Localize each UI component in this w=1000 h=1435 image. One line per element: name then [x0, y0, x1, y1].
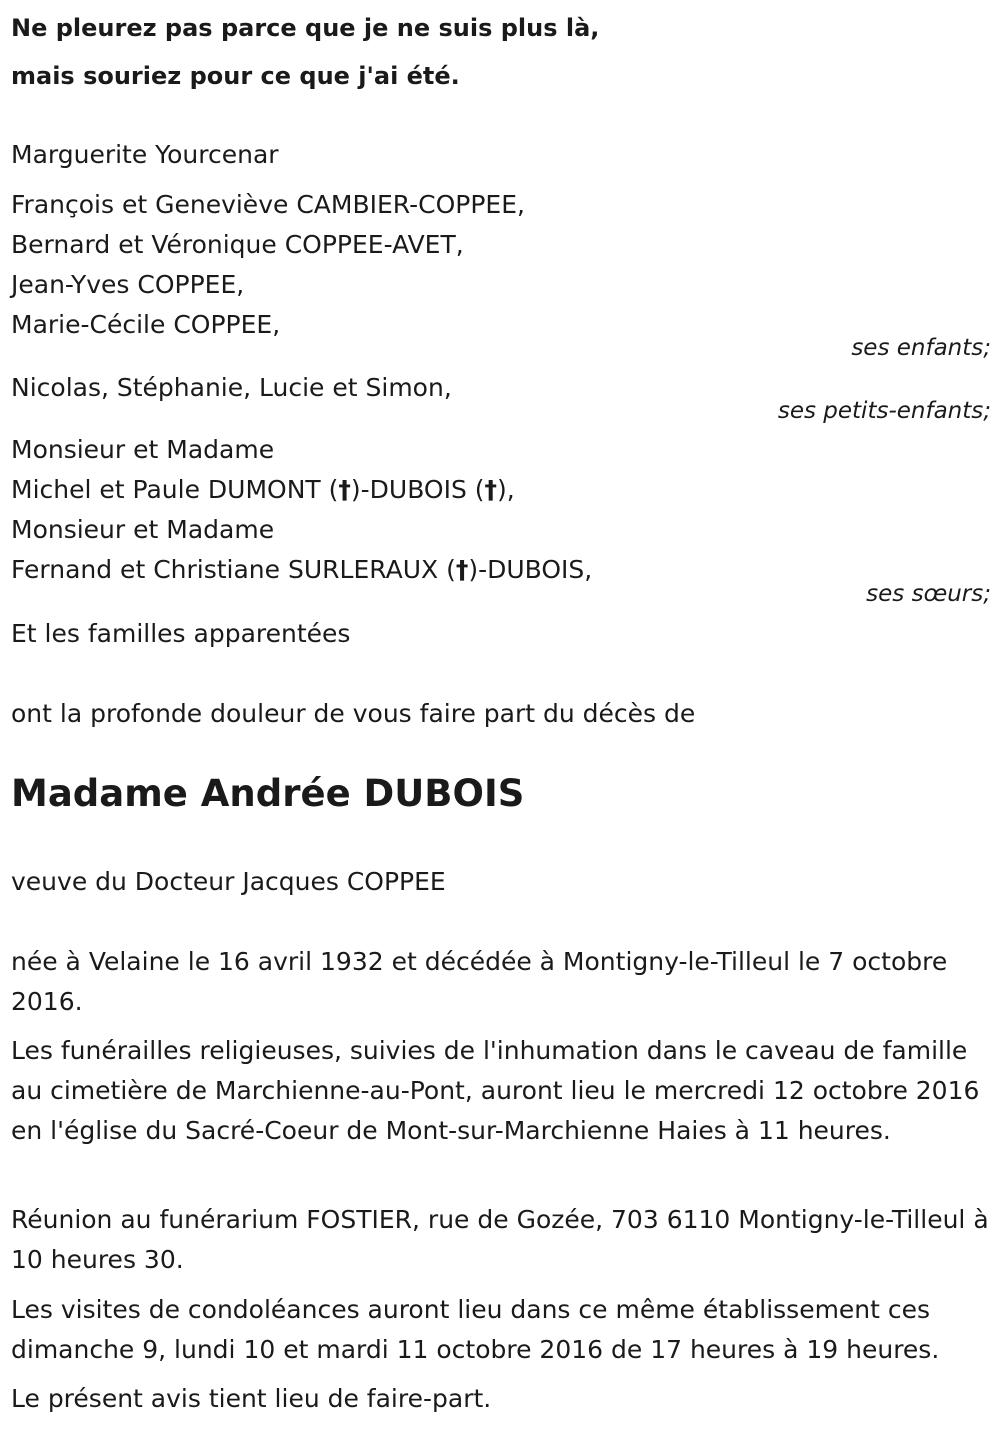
quote-line-2: mais souriez pour ce que j'ai été. [11, 62, 460, 90]
meeting-paragraph: Réunion au funérarium FOSTIER, rue de Gozée, 703 6110 Montigny-le-Tilleul à 10 heures 30. [11, 1205, 989, 1274]
sister-line-3: Monsieur et Madame [11, 515, 275, 544]
families-line: Et les familles apparentées [11, 619, 351, 648]
role-children: ses enfants; [851, 335, 991, 361]
quote-line-1: Ne pleurez pas parce que je ne suis plus là, [11, 14, 600, 42]
cross-icon: † [338, 475, 351, 504]
child-line-1: François et Geneviève CAMBIER-COPPEE, [11, 190, 525, 219]
visits-paragraph: Les visites de condoléances auront lieu dans ce même établissement ces dimanche 9, lundi 10 et mardi 11 octobre 2016 de 17 heures à 19 heures. [11, 1295, 940, 1364]
quote-author: Marguerite Yourcenar [11, 140, 279, 169]
cross-icon: † [484, 475, 498, 504]
sister-line-1: Monsieur et Madame [11, 435, 275, 464]
grandchildren-line: Nicolas, Stéphanie, Lucie et Simon, [11, 373, 452, 402]
sister-line-2 [11, 470, 515, 510]
role-sisters: ses sœurs; [866, 581, 991, 607]
child-line-3: Jean-Yves COPPEE, [11, 270, 245, 299]
sister-line-4-part-a: Fernand et Christiane SURLERAUX ( [11, 555, 456, 584]
sister-line-2-part-c: ), [497, 475, 515, 504]
sister-line-4-part-b: )-DUBOIS, [468, 555, 593, 584]
sister-line-2-part-a: Michel et Paule DUMONT ( [11, 475, 339, 504]
notice-line: Le présent avis tient lieu de faire-part. [11, 1384, 492, 1413]
announcement-line: ont la profonde douleur de vous faire part du décès de [11, 699, 696, 728]
cross-icon: † [455, 555, 469, 584]
deceased-name: Madame Andrée DUBOIS [11, 772, 525, 815]
role-grandchildren: ses petits-enfants; [777, 398, 991, 424]
birth-death-paragraph: née à Velaine le 16 avril 1932 et décédée à Montigny-le-Tilleul le 7 octobre 2016. [11, 947, 948, 1016]
widow-of-line: veuve du Docteur Jacques COPPEE [11, 867, 446, 896]
sister-line-2-part-b: )-DUBOIS ( [350, 475, 485, 504]
funeral-paragraph: Les funérailles religieuses, suivies de l'inhumation dans le caveau de famille au cimetière de Marchienne-au-Pont, auront lieu le mercredi 12 octobre 2016 en l'église du Sacré-Coeur de Mont-sur-Marchienne Haies à 11 heures. [11, 1036, 980, 1145]
sister-line-4 [11, 550, 592, 590]
child-line-2: Bernard et Véronique COPPEE-AVET, [11, 230, 464, 259]
child-line-4: Marie-Cécile COPPEE, [11, 310, 281, 339]
